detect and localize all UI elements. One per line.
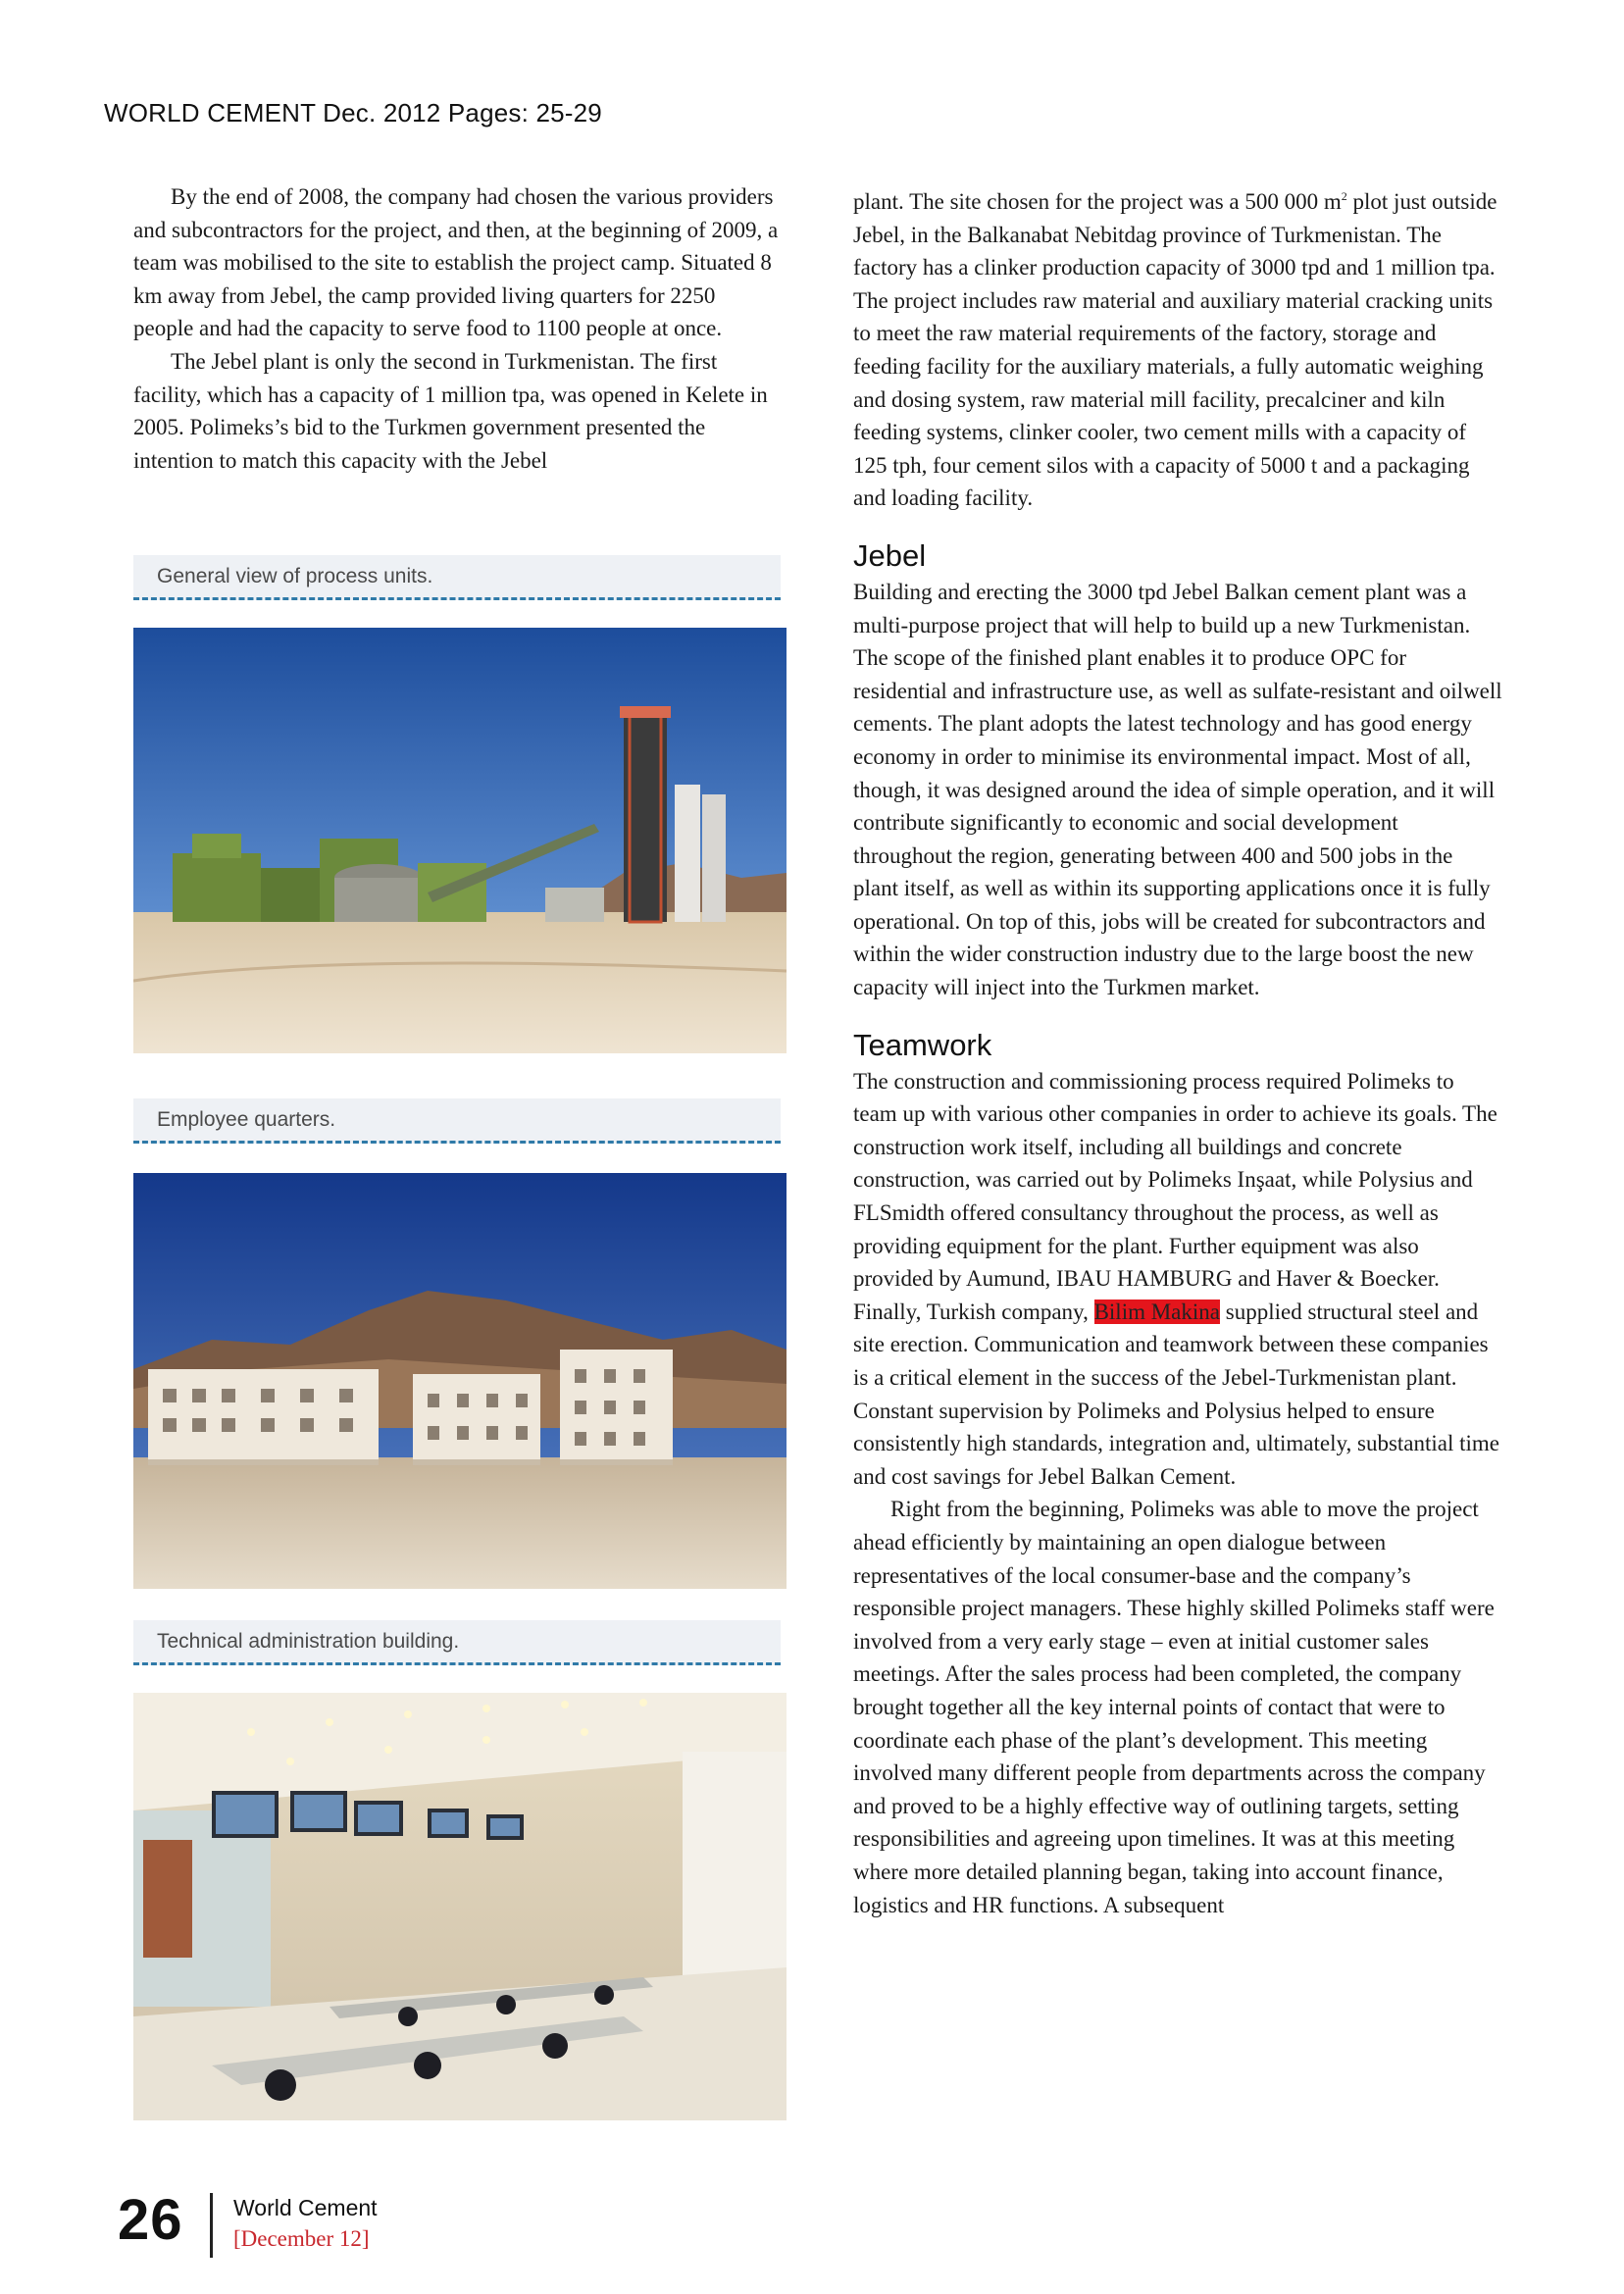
section-heading-teamwork: Teamwork xyxy=(853,1027,992,1062)
page-number: 26 xyxy=(118,2188,183,2252)
footer-divider xyxy=(210,2193,213,2258)
right-column-text xyxy=(853,180,1502,1921)
paragraph: Right from the beginning, Polimeks was able to move the project ahead efficiently by maintaining an open dialogue between representatives of the local consumer-base and the company’s responsible project managers. These highly skilled Polimeks staff were involved from a very early stage – even at initial customer sales meetings. After the sales process had been completed, the company brought together all the key internal points of contact that were to coordinate each phase of the plant’s development. This meeting involved many different people from departments across the company and proved to be a highly effective way of outlining targets, setting responsibilities and agreeing upon timelines. It was at this meeting where more detailed planning began, taking into account finance, logistics and HR functions. A subsequent xyxy=(853,1497,1495,1917)
paragraph: plant. The site chosen for the project was a 500 000 $m^2$ plot just outside Jebel, in the Balkanabat Nebitdag province of Turkmenistan. The factory has a clinker production capacity of 3000 tpd and 1 million tpa. The project includes raw material and auxiliary material cracking units to meet the raw material requirements of the factory, storage and feeding facility for the auxiliary materials, a fully automatic weighing and dosing system, raw material mill facility, precalciner and kiln feeding systems, clinker cooler, two cement mills with a capacity of 125 tph, four cement silos with a capacity of 5000 t and a packaging and loading facility. xyxy=(853,189,1497,511)
figure-caption: Employee quarters. xyxy=(133,1098,781,1144)
section-heading-jebel: Jebel xyxy=(853,537,927,573)
paragraph: By the end of 2008, the company had chosen the various providers and subcontractors for the project, and then, at the beginning of 2009, a team was mobilised to the site to establish the project camp. Situated 8 km away from Jebel, the camp provided living quarters for 2250 people and had the capacity to serve food to 1100 people at once. xyxy=(133,184,779,341)
footer-date: [December 12] xyxy=(233,2226,370,2251)
running-header: WORLD CEMENT Dec. 2012 Pages: 25-29 xyxy=(104,98,602,127)
photo-technical-administration xyxy=(133,1693,787,2120)
paragraph: The construction and commissioning process required Polimeks to team up with various other companies in order to achieve its goals. The construction work itself, including all buildings and concrete construction, was carried out by Polimeks Inşaat, while Polysius and FLSmidth offered consultancy throughout the process, as well as providing equipment for the plant. Further equipment was also provided by Aumund, IBAU HAMBURG and Haver & Boecker. Finally, Turkish company, Bilim Makina supplied structural steel and site erection. Communication and teamwork between these companies is a critical element in the success of the Jebel-Turkmenistan plant. Constant supervision by Polimeks and Polysius helped to ensure consistently high standards, integration and, ultimately, substantial time and cost savings for Jebel Balkan Cement. xyxy=(853,1068,1500,1489)
left-column-text xyxy=(133,180,781,477)
photo-process-units xyxy=(133,628,787,1053)
superscript: 2 xyxy=(1341,189,1347,203)
paragraph: The Jebel plant is only the second in Turkmenistan. The first facility, which has a capacity of 1 million tpa, was opened in Kelete in 2005. Polimeks’s bid to the Turkmen government presented the intention to match this capacity with the Jebel xyxy=(133,348,768,473)
figure-caption: Technical administration building. xyxy=(133,1620,781,1665)
highlighted-company-name: Bilim Makina xyxy=(1093,1299,1220,1324)
paragraph: Building and erecting the 3000 tpd Jebel Balkan cement plant was a multi-purpose project that will help to build up a new Turkmenistan. The scope of the finished plant enables it to produce OPC for residential and infrastructure use, as well as sulfate-resistant and oilwell cements. The plant adopts the latest technology and has good energy economy in order to minimise its environmental impact. Most of all, though, it was designed around the idea of simple operation, and it will contribute significantly to economic and social development throughout the region, generating between 400 and 500 jobs in the plant itself, as well as within its supporting applications once it is fully operational. On top of this, jobs will be created for subcontractors and within the wider construction industry due to the large boost the new capacity will inject into the Turkmen market. xyxy=(853,579,1502,1000)
photo-employee-quarters xyxy=(133,1173,787,1589)
figure-caption: General view of process units. xyxy=(133,555,781,600)
footer-publication: World Cement xyxy=(233,2195,378,2220)
